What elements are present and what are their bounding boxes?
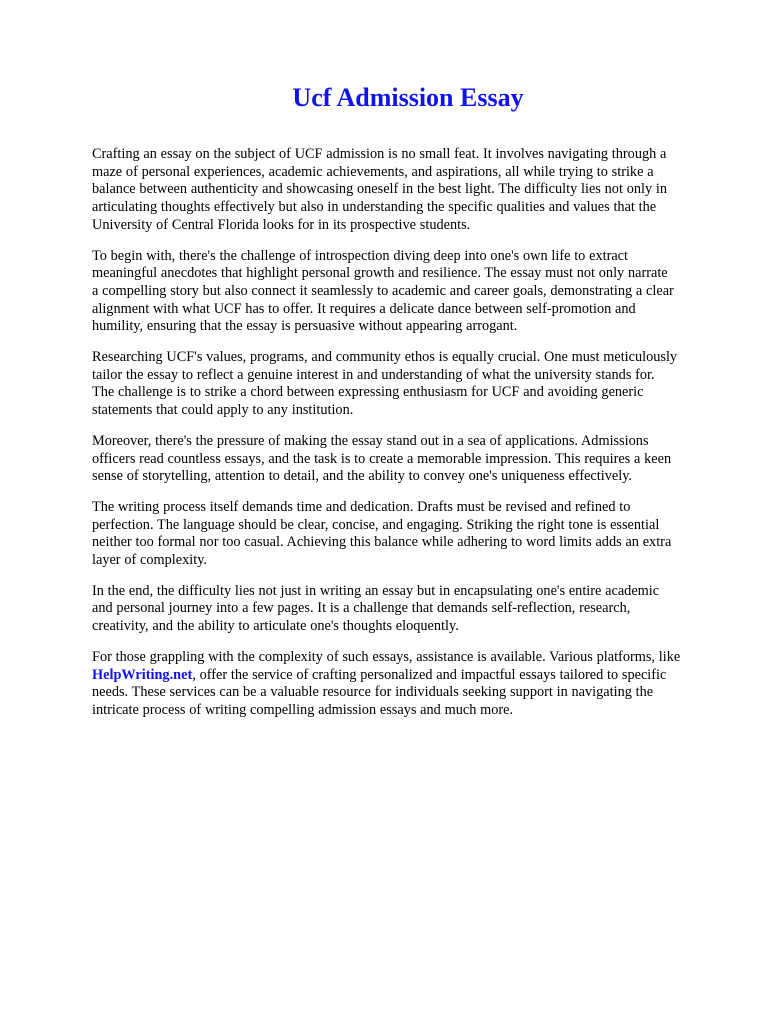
text-line: alignment with what UCF has to offer. It requires a delicate dance between self-promotion and bbox=[92, 300, 636, 317]
page-title: Ucf Admission Essay bbox=[292, 83, 524, 112]
text-line: The writing process itself demands time and dedication. Drafts must be revised and refined to bbox=[92, 498, 631, 515]
text-line: perfection. The language should be clear, concise, and engaging. Striking the right tone is essential bbox=[92, 516, 660, 533]
paragraph-7 bbox=[92, 649, 732, 720]
text-line: For those grappling with the complexity of such essays, assistance is available. Various platforms, like bbox=[92, 648, 681, 665]
text-fragment: , offer the service of crafting personalized and impactful essays tailored to specific bbox=[192, 666, 667, 683]
text-line: tailor the essay to reflect a genuine interest in and understanding of what the university stands for. bbox=[92, 366, 655, 383]
text-line: Researching UCF's values, programs, and community ethos is equally crucial. One must meticulously bbox=[92, 349, 678, 366]
paragraph-1 bbox=[92, 146, 732, 235]
text-line: creativity, and the ability to articulate one's thoughts eloquently. bbox=[92, 618, 459, 635]
essay-body bbox=[92, 146, 732, 733]
text-line: maze of personal experiences, academic achievements, and aspirations, all while trying to strike a bbox=[92, 163, 654, 180]
paragraph-5 bbox=[92, 499, 732, 570]
text-line: neither too formal nor too casual. Achieving this balance while adhering to word limits adds an extra bbox=[92, 534, 672, 551]
text-line: and personal journey into a few pages. It is a challenge that demands self-reflection, research, bbox=[92, 600, 631, 617]
text-line: statements that could apply to any institution. bbox=[92, 402, 354, 419]
paragraph-2 bbox=[92, 248, 732, 337]
text-line-with-link bbox=[92, 667, 732, 685]
text-line: Crafting an essay on the subject of UCF admission is no small feat. It involves navigating through a bbox=[92, 146, 667, 162]
paragraph-6 bbox=[92, 583, 732, 636]
text-line: officers read countless essays, and the task is to create a memorable impression. This requires a keen bbox=[92, 450, 672, 467]
text-line: humility, ensuring that the essay is persuasive without appearing arrogant. bbox=[92, 318, 518, 335]
helpwriting-link[interactable]: HelpWriting.net bbox=[92, 666, 193, 683]
text-line: intricate process of writing compelling admission essays and much more. bbox=[92, 701, 514, 718]
paragraph-3 bbox=[92, 349, 732, 420]
text-line: layer of complexity. bbox=[92, 552, 207, 569]
text-line: balance between authenticity and showcasing oneself in the best light. The difficulty lies not only in bbox=[92, 181, 668, 198]
text-line: Moreover, there's the pressure of making the essay stand out in a sea of applications. Admissions bbox=[92, 432, 649, 449]
text-line: sense of storytelling, attention to detail, and the ability to convey one's uniqueness effectively. bbox=[92, 468, 632, 485]
text-line: articulating thoughts effectively but also in understanding the specific qualities and values that the bbox=[92, 199, 657, 216]
text-line: needs. These services can be a valuable resource for individuals seeking support in navigating the bbox=[92, 684, 654, 701]
text-line: meaningful anecdotes that highlight personal growth and resilience. The essay must not only narrate bbox=[92, 265, 668, 282]
text-line: The challenge is to strike a chord between expressing enthusiasm for UCF and avoiding generic bbox=[92, 384, 644, 401]
text-line: To begin with, there's the challenge of introspection diving deep into one's own life to extract bbox=[92, 247, 628, 264]
paragraph-4 bbox=[92, 433, 732, 486]
text-line: In the end, the difficulty lies not just in writing an essay but in encapsulating one's entire academic bbox=[92, 582, 660, 599]
text-line: University of Central Florida looks for in its prospective students. bbox=[92, 216, 471, 233]
text-line: a compelling story but also connect it seamlessly to academic and career goals, demonstrating a clear bbox=[92, 282, 674, 299]
